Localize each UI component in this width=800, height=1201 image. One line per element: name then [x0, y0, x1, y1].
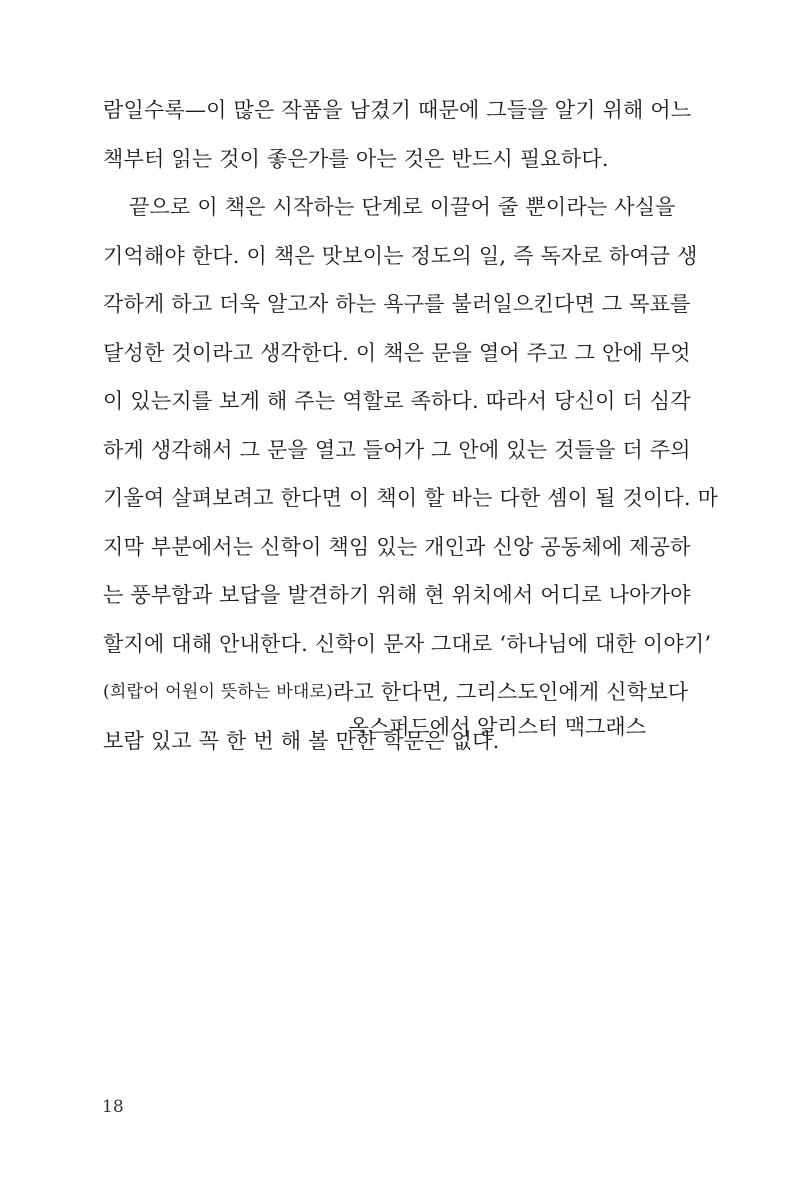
- text-line-12: 할지에 대해 안내한다. 신학이 문자 그대로 ‘하나님에 대한 이야기’: [103, 631, 712, 656]
- text-line-2: 책부터 읽는 것이 좋은가를 아는 것은 반드시 필요하다.: [103, 146, 609, 171]
- text-line-5: 각하게 하고 더욱 알고자 하는 욕구를 불러일으킨다면 그 목표를: [103, 292, 691, 316]
- text-line-6: 달성한 것이라고 생각한다. 이 책은 문을 열어 주고 그 안에 무엇: [103, 340, 691, 365]
- text-line-13-rest: 라고 한다면, 그리스도인에게 신학보다: [332, 680, 689, 704]
- body-text: [103, 86, 719, 765]
- parenthetical-note: (희랍어 어원이 뜻하는 바대로): [103, 682, 333, 702]
- text-line-11: 는 풍부함과 보답을 발견하기 위해 현 위치에서 어디로 나아가야: [103, 583, 691, 607]
- text-line-4: 기억해야 한다. 이 책은 맛보이는 정도의 일, 즉 독자로 하여금 생: [103, 243, 698, 268]
- page-number: 18: [102, 1097, 124, 1117]
- text-line-10: 지막 부분에서는 신학이 책임 있는 개인과 신앙 공동체에 제공하: [103, 534, 691, 559]
- author-signature: 옥스퍼드에서 알리스터 맥그래스: [348, 715, 646, 739]
- text-line-14: 보람 있고 꼭 한 번 해 볼 만한 학문은 없다.: [103, 728, 500, 753]
- text-line-3: 끝으로 이 책은 시작하는 단계로 이끌어 줄 뿐이라는 사실을: [129, 195, 676, 219]
- text-line-8: 하게 생각해서 그 문을 열고 들어가 그 안에 있는 것들을 더 주의: [103, 437, 691, 462]
- text-line-7: 이 있는지를 보게 해 주는 역할로 족하다. 따라서 당신이 더 심각: [103, 389, 691, 413]
- text-line-9: 기울여 살펴보려고 한다면 이 책이 할 바는 다한 셈이 될 것이다. 마: [103, 486, 719, 510]
- text-line-1: 람일수록—이 많은 작품을 남겼기 때문에 그들을 알기 위해 어느: [103, 98, 692, 122]
